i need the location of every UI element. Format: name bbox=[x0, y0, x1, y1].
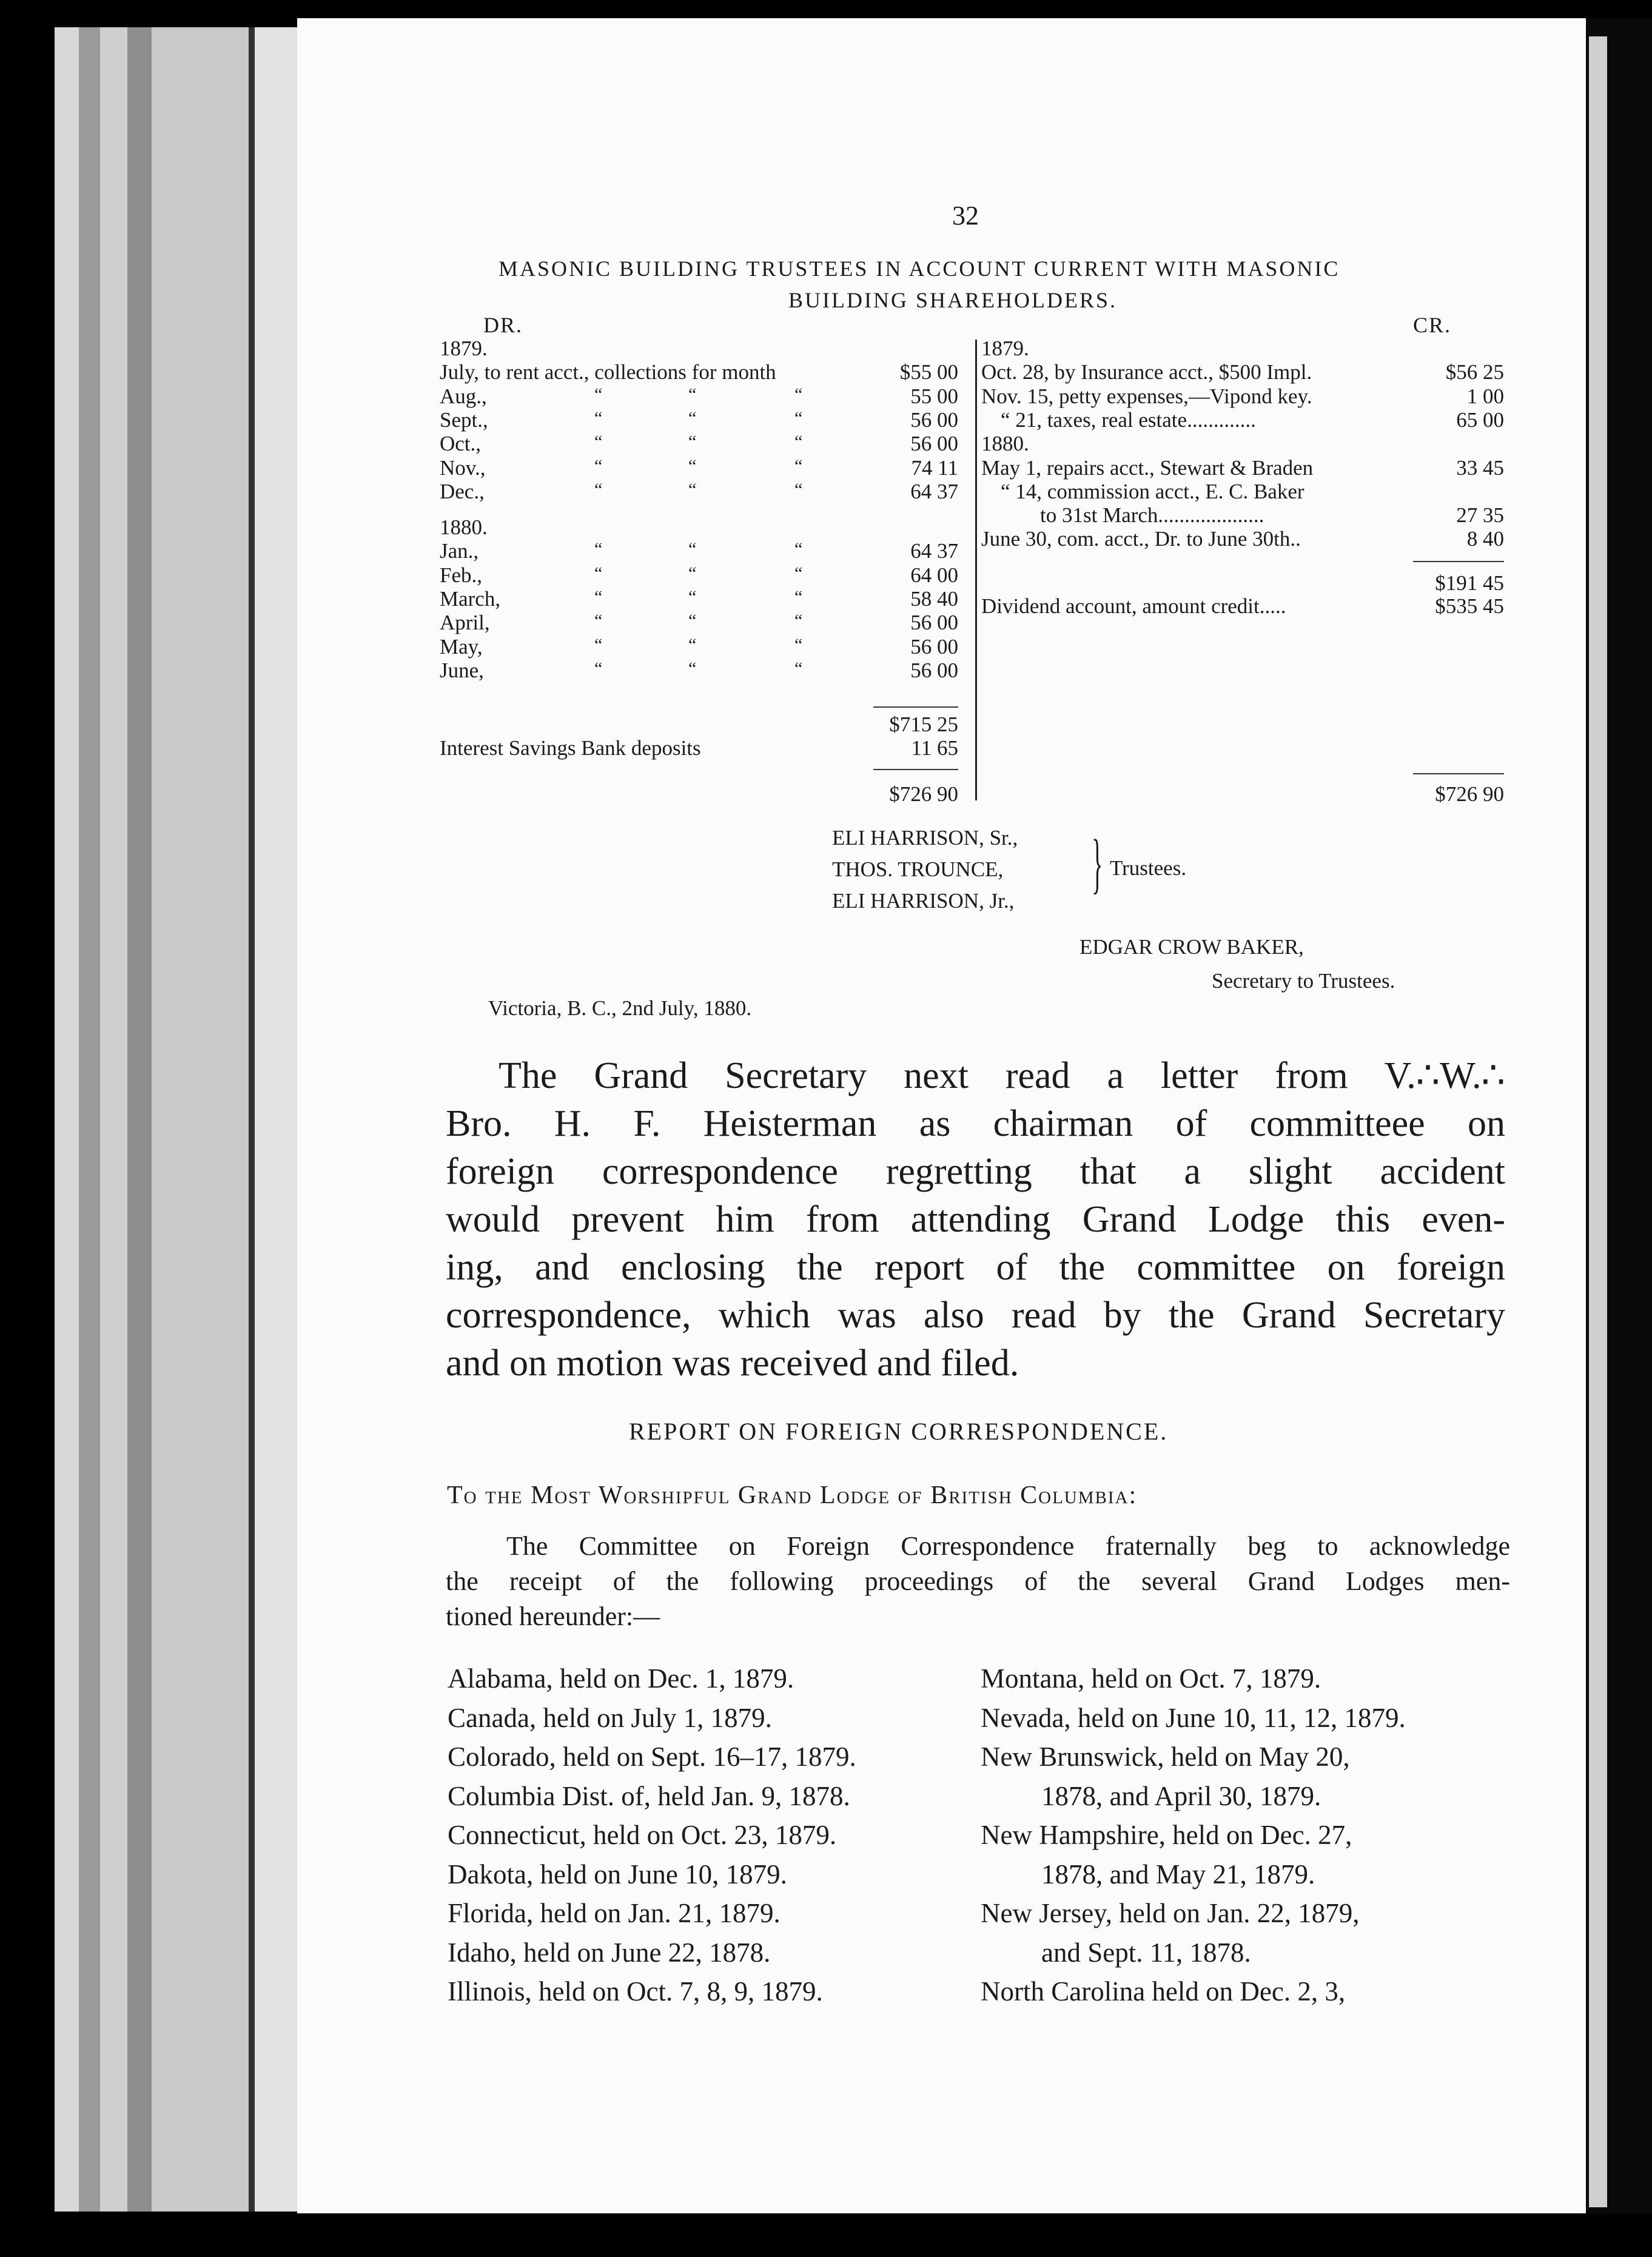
ditto-mark: “ bbox=[794, 587, 803, 607]
lodge-entry: Illinois, held on Oct. 7, 8, 9, 1879. bbox=[448, 1976, 823, 2007]
ledger-amount: 33 45 bbox=[1456, 455, 1504, 480]
ditto-mark: “ bbox=[688, 611, 697, 631]
lodge-entry: New Hampshire, held on Dec. 27, bbox=[981, 1820, 1352, 1850]
year-label: 1880. bbox=[981, 432, 1029, 456]
ledger-row-label: May, bbox=[440, 634, 483, 659]
year-label: 1879. bbox=[981, 337, 1029, 360]
ledger-amount: 56 00 bbox=[910, 407, 958, 432]
total-rule bbox=[873, 769, 958, 770]
ditto-mark: “ bbox=[594, 634, 603, 655]
total-amount: $726 90 bbox=[1435, 782, 1504, 806]
intro-line: The Committee on Foreign Correspondence fraternally beg to acknowledge bbox=[506, 1531, 1510, 1561]
ledger-amount: 74 11 bbox=[911, 455, 958, 480]
ditto-mark: “ bbox=[688, 658, 697, 679]
secretary-title: Secretary to Trustees. bbox=[1212, 969, 1395, 993]
lodge-entry: Idaho, held on June 22, 1878. bbox=[448, 1937, 771, 1968]
ledger-amount: 64 37 bbox=[910, 479, 958, 503]
lodge-entry: Connecticut, held on Oct. 23, 1879. bbox=[448, 1820, 837, 1850]
ledger-row-label: July, to rent acct., collections for month bbox=[440, 360, 776, 384]
lodge-entry: and Sept. 11, 1878. bbox=[1041, 1937, 1251, 1968]
book-edge bbox=[255, 27, 297, 2212]
book-edge bbox=[152, 27, 249, 2212]
book-edge bbox=[100, 27, 127, 2212]
ledger-row-label: March, bbox=[440, 587, 501, 611]
ledger-amount: 64 37 bbox=[910, 539, 958, 563]
account-title: BUILDING SHAREHOLDERS. bbox=[788, 288, 1117, 312]
year-label: 1880. bbox=[440, 515, 488, 540]
paragraph-line: correspondence, which was also read by the Grand Secretary bbox=[446, 1295, 1505, 1336]
ditto-mark: “ bbox=[688, 455, 697, 476]
trustee-name: THOS. TROUNCE, bbox=[832, 857, 1004, 881]
ditto-mark: “ bbox=[688, 479, 697, 500]
ledger-amount: 65 00 bbox=[1456, 407, 1504, 432]
ledger-amount: $56 25 bbox=[1445, 360, 1504, 384]
ledger-amount: $55 00 bbox=[899, 360, 958, 384]
lodge-entry: Canada, held on July 1, 1879. bbox=[448, 1702, 772, 1733]
ditto-mark: “ bbox=[688, 563, 697, 583]
lodge-entry: Columbia Dist. of, held Jan. 9, 1878. bbox=[448, 1780, 850, 1811]
paragraph-line: would prevent him from attending Grand Lodge this even- bbox=[446, 1199, 1505, 1240]
ditto-mark: “ bbox=[594, 658, 603, 679]
interest-amount: 11 65 bbox=[911, 736, 958, 760]
ditto-mark: “ bbox=[688, 432, 697, 452]
ditto-mark: “ bbox=[794, 539, 803, 560]
ditto-mark: “ bbox=[794, 611, 803, 631]
ledger-row-label: Dec., bbox=[440, 479, 485, 503]
ditto-mark: “ bbox=[594, 479, 603, 500]
total-amount: $726 90 bbox=[889, 782, 958, 806]
ledger-row-label: April, bbox=[440, 611, 490, 635]
paragraph-line: foreign correspondence regretting that a slight accident bbox=[446, 1151, 1505, 1192]
salutation: To the Most Worshipful Grand Lodge of British Columbia: bbox=[447, 1481, 1138, 1509]
secretary-name: EDGAR CROW BAKER, bbox=[1080, 935, 1304, 959]
ditto-mark: “ bbox=[794, 479, 803, 500]
ditto-mark: “ bbox=[688, 539, 697, 560]
intro-line: tioned hereunder:— bbox=[446, 1601, 660, 1631]
ledger-row-label: June 30, com. acct., Dr. to June 30th.. bbox=[981, 527, 1301, 551]
ditto-mark: “ bbox=[794, 432, 803, 452]
book-edge bbox=[127, 27, 152, 2212]
year-label: 1879. bbox=[440, 337, 488, 360]
trustee-name: ELI HARRISON, Sr., bbox=[832, 826, 1018, 850]
ledger-amount: 8 40 bbox=[1466, 527, 1504, 551]
paragraph-line: ing, and enclosing the report of the committee on foreign bbox=[446, 1247, 1505, 1288]
ledger-amount: 56 00 bbox=[910, 611, 958, 635]
lodge-entry: New Jersey, held on Jan. 22, 1879, bbox=[981, 1898, 1360, 1928]
ditto-mark: “ bbox=[794, 563, 803, 583]
interest-label: Interest Savings Bank deposits bbox=[440, 736, 701, 760]
ditto-mark: “ bbox=[594, 432, 603, 452]
total-rule bbox=[1413, 773, 1504, 774]
ledger-amount: 64 00 bbox=[910, 563, 958, 587]
book-edge bbox=[55, 27, 79, 2212]
page-number: 32 bbox=[952, 201, 979, 230]
lodge-entry: Nevada, held on June 10, 11, 12, 1879. bbox=[981, 1702, 1406, 1733]
paragraph-line: Bro. H. F. Heisterman as chairman of committeee on bbox=[446, 1103, 1505, 1144]
lodge-entry: 1878, and April 30, 1879. bbox=[1041, 1780, 1321, 1811]
ledger-row-label: June, bbox=[440, 658, 484, 682]
subtotal-amount: $715 25 bbox=[889, 713, 958, 736]
ditto-mark: “ bbox=[688, 634, 697, 655]
trustees-label: Trustees. bbox=[1110, 856, 1187, 880]
brace: } bbox=[1092, 826, 1103, 900]
ledger-row-label: Feb., bbox=[440, 563, 482, 587]
ledger-amount: 1 00 bbox=[1466, 384, 1504, 408]
book-edge bbox=[249, 27, 255, 2212]
ledger-row-label: Oct., bbox=[440, 432, 482, 456]
dividend-label: Dividend account, amount credit..... bbox=[981, 594, 1286, 618]
paragraph-line: and on motion was received and filed. bbox=[446, 1343, 1019, 1384]
ditto-mark: “ bbox=[794, 384, 803, 404]
place-date: Victoria, B. C., 2nd July, 1880. bbox=[488, 996, 752, 1020]
book-edge bbox=[79, 27, 100, 2212]
lodge-entry: Alabama, held on Dec. 1, 1879. bbox=[448, 1663, 794, 1694]
ledger-row-label: Aug., bbox=[440, 384, 487, 408]
ditto-mark: “ bbox=[594, 611, 603, 631]
ditto-mark: “ bbox=[794, 407, 803, 428]
subtotal-amount: $191 45 bbox=[1435, 571, 1504, 595]
book-edge-right bbox=[1589, 36, 1607, 2207]
lodge-entry: Montana, held on Oct. 7, 1879. bbox=[981, 1663, 1321, 1694]
ledger-row-label: Nov. 15, petty expenses,—Vipond key. bbox=[981, 384, 1312, 408]
trustee-name: ELI HARRISON, Jr., bbox=[832, 889, 1015, 913]
lodge-entry: New Brunswick, held on May 20, bbox=[981, 1742, 1350, 1772]
ledger-row-label: to 31st March.................... bbox=[1040, 503, 1264, 528]
ledger-row-label: May 1, repairs acct., Stewart & Braden bbox=[981, 455, 1314, 480]
lodge-entry: Florida, held on Jan. 21, 1879. bbox=[448, 1898, 781, 1928]
ditto-mark: “ bbox=[794, 634, 803, 655]
total-rule bbox=[1413, 561, 1504, 562]
ditto-mark: “ bbox=[594, 563, 603, 583]
ditto-mark: “ bbox=[688, 384, 697, 404]
debit-label: DR. bbox=[483, 313, 523, 337]
lodge-entry: Colorado, held on Sept. 16–17, 1879. bbox=[448, 1742, 856, 1772]
ditto-mark: “ bbox=[794, 455, 803, 476]
ledger-row-label: “ 14, commission acct., E. C. Baker bbox=[1001, 479, 1304, 503]
ditto-mark: “ bbox=[594, 539, 603, 560]
ledger-row-label: “ 21, taxes, real estate............. bbox=[1001, 407, 1256, 432]
ledger-amount: 58 40 bbox=[910, 587, 958, 611]
ditto-mark: “ bbox=[688, 407, 697, 428]
credit-label: CR. bbox=[1413, 313, 1452, 337]
total-rule bbox=[873, 706, 958, 708]
ledger-amount: 55 00 bbox=[910, 384, 958, 408]
ledger-amount: 27 35 bbox=[1456, 503, 1504, 528]
ditto-mark: “ bbox=[594, 384, 603, 404]
ledger-row-label: Nov., bbox=[440, 455, 486, 480]
ledger-row-label: Oct. 28, by Insurance acct., $500 Impl. bbox=[981, 360, 1312, 384]
lodge-entry: 1878, and May 21, 1879. bbox=[1041, 1859, 1315, 1890]
ditto-mark: “ bbox=[594, 455, 603, 476]
column-divider bbox=[975, 340, 977, 800]
ledger-row-label: Sept., bbox=[440, 407, 488, 432]
paragraph-line: The Grand Secretary next read a letter from V.∴W.∴ bbox=[499, 1055, 1505, 1096]
dividend-amount: $535 45 bbox=[1435, 594, 1504, 618]
account-title: MASONIC BUILDING TRUSTEES IN ACCOUNT CURRENT WITH MASONIC bbox=[499, 257, 1340, 281]
ditto-mark: “ bbox=[688, 587, 697, 607]
ledger-amount: 56 00 bbox=[910, 658, 958, 682]
ditto-mark: “ bbox=[594, 407, 603, 428]
ledger-amount: 56 00 bbox=[910, 634, 958, 659]
ditto-mark: “ bbox=[594, 587, 603, 607]
ledger-amount: 56 00 bbox=[910, 432, 958, 456]
intro-line: the receipt of the following proceedings of the several Grand Lodges men- bbox=[446, 1566, 1510, 1596]
ledger-row-label: Jan., bbox=[440, 539, 479, 563]
lodge-entry: Dakota, held on June 10, 1879. bbox=[448, 1859, 787, 1890]
lodge-entry: North Carolina held on Dec. 2, 3, bbox=[981, 1976, 1346, 2007]
report-heading: REPORT ON FOREIGN CORRESPONDENCE. bbox=[629, 1418, 1169, 1445]
ditto-mark: “ bbox=[794, 658, 803, 679]
